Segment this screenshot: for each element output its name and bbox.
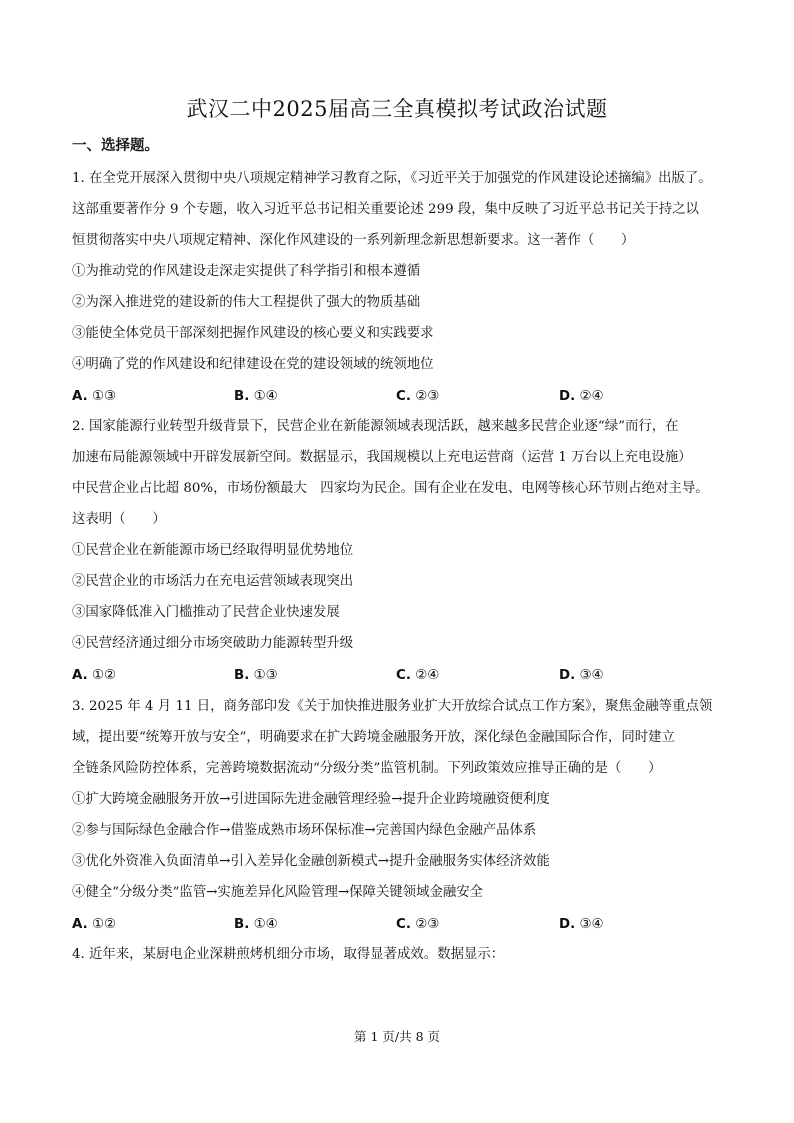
q2-option-d[interactable]: D. ③④ [559,668,604,683]
q2-option-c[interactable]: C. ②④ [396,668,440,683]
q3-stem-line-1: 3. 2025 年 4 月 11 日，商务部印发《关于加快推进服务业扩大开放综合试点工作方案》，聚焦金融等重点领 [72,699,713,714]
q3-stem-line-2: 域，提出要“统筹开放与安全”，明确要求在扩大跨境金融服务开放，深化绿色金融国际合作，同时建立 [72,730,675,745]
q1-stem-line-3: 恒贯彻落实中央八项规定精神、深化作风建设的一系列新理念新思想新要求。这一著作（ ） [72,233,635,248]
q3-option-b[interactable]: B. ①④ [234,917,278,932]
q3-stem-line-3: 全链条风险防控体系，完善跨境数据流动“分级分类”监管机制。下列政策效应推导正确的是（ ） [72,761,662,776]
q2-option-a[interactable]: A. ①② [72,668,116,683]
page-footer: 第 1 页/共 8 页 [353,1029,440,1044]
q2-item-4: ④民营经济通过细分市场突破助力能源转型升级 [72,636,354,651]
q3-option-d[interactable]: D. ③④ [559,917,604,932]
q2-item-2: ②民营企业的市场活力在充电运营领域表现突出 [72,574,354,589]
q1-item-3: ③能使全体党员干部深刻把握作风建设的核心要义和实践要求 [72,326,434,341]
q2-stem-line-2: 加速布局能源领域中开辟发展新空间。数据显示，我国规模以上充电运营商（运营 1 万台以上充电设施） [72,450,692,465]
q1-option-c[interactable]: C. ②③ [396,389,440,404]
q2-stem-line-4: 这表明（ ） [72,512,166,527]
q3-item-3: ③优化外资准入负面清单→引入差异化金融创新模式→提升金融服务实体经济效能 [72,854,550,869]
exam-title: 武汉二中2025届高三全真模拟考试政治试题 [186,97,608,121]
q3-item-4: ④健全“分级分类”监管→实施差异化风险管理→保障关键领域金融安全 [72,885,484,900]
q1-option-d[interactable]: D. ②④ [559,389,604,404]
q3-option-c[interactable]: C. ②③ [396,917,440,932]
q1-stem-line-2: 这部重要著作分 9 个专题，收入习近平总书记相关重要论述 299 段，集中反映了习近平总书记关于持之以 [72,202,699,217]
q3-item-1: ①扩大跨境金融服务开放→引进国际先进金融管理经验→提升企业跨境融资便利度 [72,792,550,807]
q1-option-b[interactable]: B. ①④ [234,389,278,404]
q3-option-a[interactable]: A. ①② [72,917,116,932]
q1-stem-line-1: 1. 在全党开展深入贯彻中央八项规定精神学习教育之际，《习近平关于加强党的作风建设论述摘编》出版了。 [72,171,712,186]
q3-options [72,917,722,933]
q1-option-a[interactable]: A. ①③ [72,389,116,404]
q1-item-2: ②为深入推进党的建设新的伟大工程提供了强大的物质基础 [72,295,421,310]
q4-stem-line-1: 4. 近年来，某厨电企业深耕煎烤机细分市场，取得显著成效。数据显示： [72,947,505,962]
q2-stem-line-3: 中民营企业占比超 80%，市场份额最大 四家均为民企。国有企业在发电、电网等核心环节则占绝对主导。 [72,481,709,496]
q2-item-3: ③国家降低准入门槛推动了民营企业快速发展 [72,605,340,620]
q1-options [72,389,722,405]
q2-option-b[interactable]: B. ①③ [234,668,278,683]
q1-item-4: ④明确了党的作风建设和纪律建设在党的建设领域的统领地位 [72,357,434,372]
section-heading: 一、选择题。 [72,137,159,154]
q3-item-2: ②参与国际绿色金融合作→借鉴成熟市场环保标准→完善国内绿色金融产品体系 [72,823,537,838]
q2-item-1: ①民营企业在新能源市场已经取得明显优势地位 [72,543,354,558]
q2-stem-line-1: 2. 国家能源行业转型升级背景下，民营企业在新能源领域表现活跃，越来越多民营企业逐“绿”而行，在 [72,419,679,434]
q1-item-1: ①为推动党的作风建设走深走实提供了科学指引和根本遵循 [72,264,421,279]
q2-options [72,668,722,684]
